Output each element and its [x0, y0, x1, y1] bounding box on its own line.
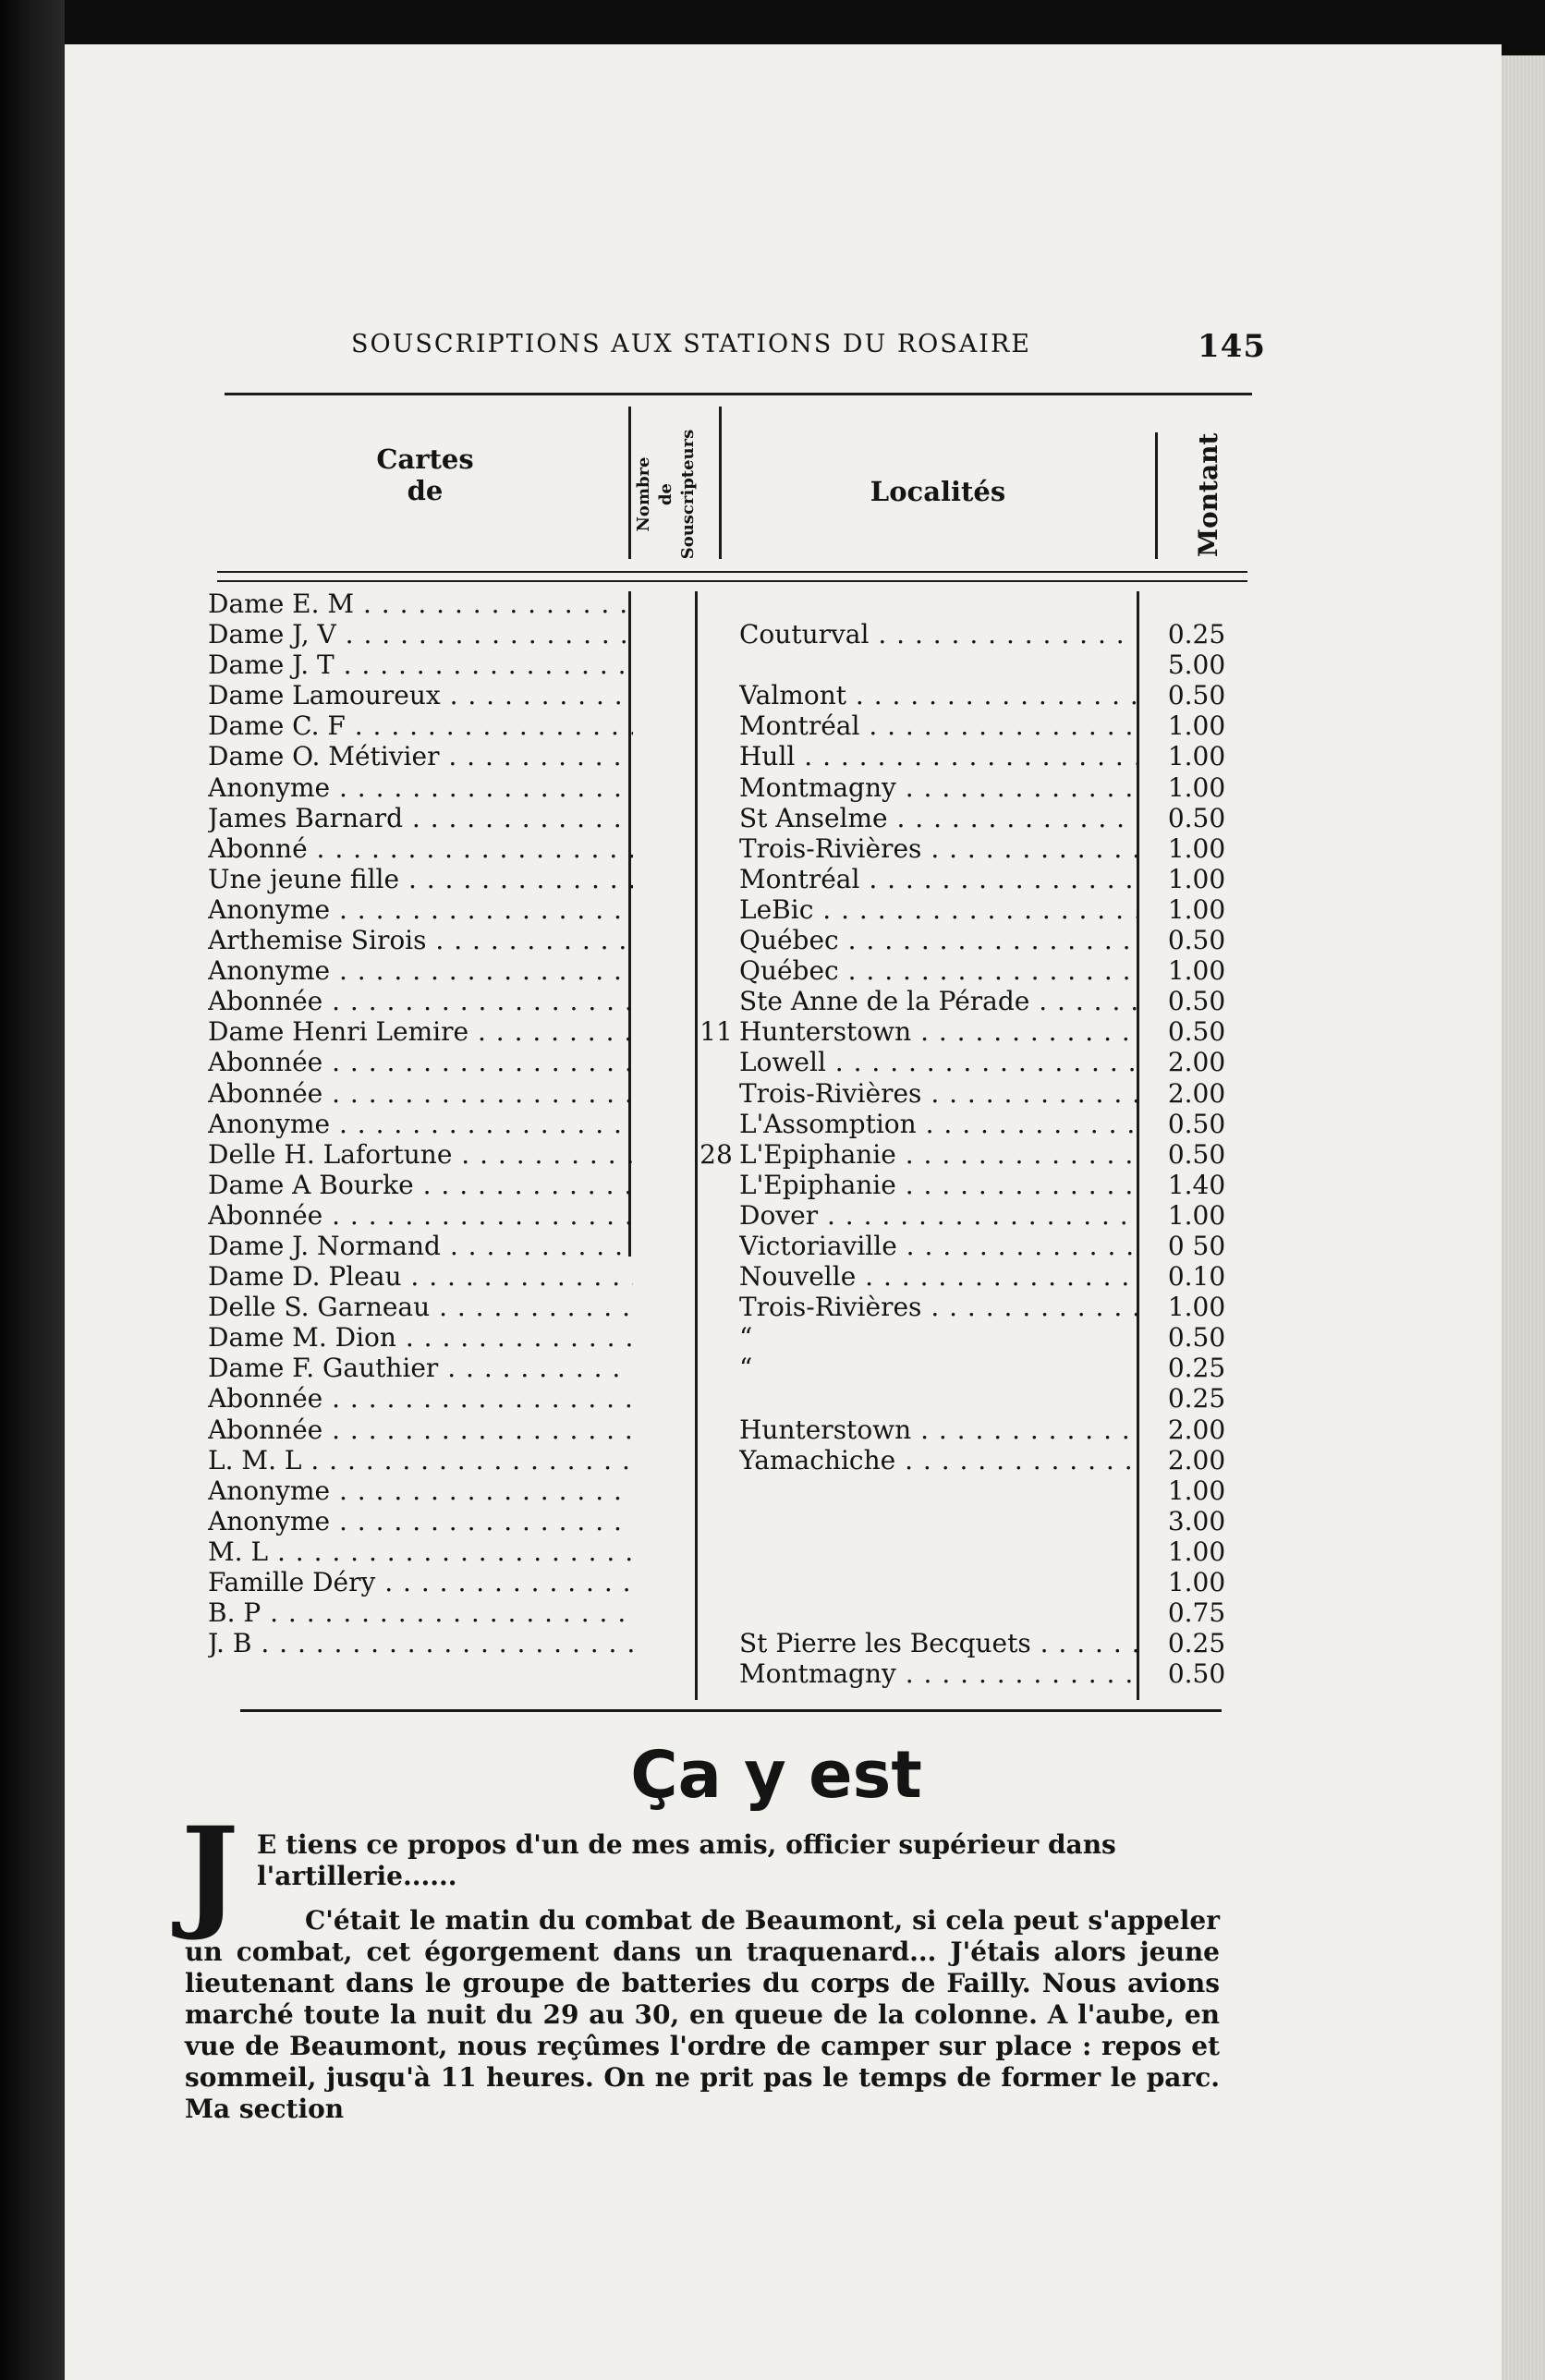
- amount: 1.00: [1167, 893, 1226, 925]
- subscriber-name: Anonyme . . .: [208, 1109, 633, 1139]
- subscriber-name: Anonyme . . .: [208, 1506, 633, 1536]
- table-row: [189, 619, 1243, 650]
- subscriber-name: Dame E. M . . .: [208, 589, 633, 619]
- table-row: [189, 803, 1243, 833]
- subscriber-count: 28: [700, 1138, 733, 1170]
- table-row: [189, 1383, 1243, 1414]
- table-row: [189, 1231, 1243, 1261]
- amount: 0.50: [1167, 802, 1226, 833]
- col-head-cartes-line2: de: [407, 475, 444, 506]
- amount: 1.40: [1167, 1169, 1226, 1200]
- table-row: [189, 1415, 1243, 1445]
- locality: Québec . . .: [739, 925, 1137, 955]
- subscriber-name: Abonnée . . .: [208, 1047, 633, 1077]
- table-row: [189, 1261, 1243, 1292]
- subscriber-name: Abonné . . .: [208, 833, 633, 864]
- amount: 2.00: [1167, 1047, 1226, 1078]
- amount: 0.50: [1167, 680, 1226, 711]
- table-row: [189, 1109, 1243, 1139]
- amount: 1.00: [1167, 863, 1226, 894]
- locality: Lowell . . .: [739, 1047, 1137, 1077]
- amount: 1.00: [1167, 1536, 1226, 1567]
- book-spine: [0, 0, 65, 2380]
- locality: Yamachiche . . .: [739, 1445, 1137, 1475]
- col-head-cartes: [314, 443, 536, 506]
- amount: 3.00: [1167, 1505, 1226, 1536]
- header-bottom-rule-2: [217, 580, 1247, 582]
- col-divider-3: [1155, 432, 1158, 559]
- locality: Couturval . . .: [739, 619, 1137, 650]
- subscriber-name: Dame Lamoureux . . .: [208, 680, 633, 710]
- amount: 0.25: [1167, 619, 1226, 650]
- locality: Nouvelle . . .: [739, 1261, 1137, 1292]
- col-head-nombre: [633, 420, 716, 568]
- subscriber-name: Anonyme . . .: [208, 955, 633, 986]
- running-title: SOUSCRIPTIONS AUX STATIONS DU ROSAIRE: [351, 330, 1031, 358]
- table-row: [189, 1322, 1243, 1353]
- table-row: [189, 1047, 1243, 1077]
- amount: 2.00: [1167, 1077, 1226, 1109]
- subscriber-name: James Barnard . . .: [208, 803, 633, 833]
- amount: 1.00: [1167, 1475, 1226, 1506]
- subscriber-name: Abonnée . . .: [208, 1383, 633, 1414]
- table-bottom-rule: [240, 1709, 1222, 1712]
- locality: L'Epiphanie . . .: [739, 1170, 1137, 1200]
- locality: Hunterstown . . .: [739, 1415, 1137, 1445]
- amount: 0 50: [1167, 1230, 1226, 1261]
- amount: 1.00: [1167, 1292, 1226, 1323]
- table-row: [189, 1445, 1243, 1475]
- table-row: [189, 710, 1243, 741]
- subscriber-name: Abonnée . . .: [208, 1078, 633, 1109]
- col-head-nombre-line3: Souscripteurs: [678, 429, 698, 560]
- amount: 1.00: [1167, 832, 1226, 864]
- locality: St Pierre les Becquets . . .: [739, 1628, 1137, 1658]
- running-head: [351, 330, 1266, 370]
- table-top-rule: [225, 393, 1252, 395]
- table-row: [189, 650, 1243, 680]
- subscriber-name: Anonyme . . .: [208, 894, 633, 925]
- subscriber-name: Arthemise Sirois . . .: [208, 925, 633, 955]
- locality: Dover . . .: [739, 1200, 1137, 1231]
- amount: 1.00: [1167, 710, 1226, 742]
- amount: 1.00: [1167, 741, 1226, 772]
- table-row: [189, 589, 1243, 619]
- subscriber-name: Delle S. Garneau . . .: [208, 1292, 633, 1322]
- amount: 1.00: [1167, 1567, 1226, 1597]
- locality: Hull . . .: [739, 741, 1137, 771]
- subscriber-name: Dame M. Dion . . .: [208, 1322, 633, 1353]
- locality: LeBic . . .: [739, 894, 1137, 925]
- header-bottom-rule: [217, 571, 1247, 573]
- subscriber-name: Dame J. Normand . . .: [208, 1231, 633, 1261]
- subscriber-name: Dame A Bourke . . .: [208, 1170, 633, 1200]
- amount: 0.50: [1167, 1108, 1226, 1139]
- page-number: 145: [1198, 328, 1266, 365]
- subscriber-name: Delle H. Lafortune . . .: [208, 1139, 633, 1170]
- amount: 0.50: [1167, 925, 1226, 956]
- locality: St Anselme . . .: [739, 803, 1137, 833]
- amount: 2.00: [1167, 1444, 1226, 1475]
- col-divider-1: [628, 407, 631, 559]
- table-row: [189, 864, 1243, 894]
- table-row: [189, 986, 1243, 1016]
- article-title: Ça y est: [630, 1737, 922, 1813]
- locality: Trois-Rivières . . .: [739, 1078, 1137, 1109]
- amount: 0.10: [1167, 1261, 1226, 1293]
- table-row: [189, 1567, 1243, 1597]
- table-row: [189, 1506, 1243, 1536]
- table-row: [189, 1658, 1243, 1689]
- locality: L'Epiphanie . . .: [739, 1139, 1137, 1170]
- subscriber-name: Dame C. F . . .: [208, 710, 633, 741]
- locality: “: [739, 1353, 753, 1384]
- locality: Montréal . . .: [739, 710, 1137, 741]
- locality: Valmont . . .: [739, 680, 1137, 710]
- table-row: [189, 1475, 1243, 1506]
- table-row: [189, 1200, 1243, 1231]
- table-row: [189, 1597, 1243, 1628]
- amount: 5.00: [1167, 650, 1226, 681]
- table-row: [189, 1078, 1243, 1109]
- amount: 0.25: [1167, 1353, 1226, 1384]
- subscriber-name: Anonyme . . .: [208, 1475, 633, 1506]
- subscriber-name: B. P . . .: [208, 1597, 633, 1628]
- table-row: [189, 1170, 1243, 1200]
- subscriber-count: 11: [700, 1016, 733, 1048]
- subscriber-name: Famille Déry . . .: [208, 1567, 633, 1597]
- article-paragraph-1: E tiens ce propos d'un de mes amis, officier supérieur dans l'artillerie......: [257, 1829, 1116, 1891]
- table-row: [189, 1016, 1243, 1047]
- table-row: [189, 925, 1243, 955]
- subscriber-name: M. L . . .: [208, 1536, 633, 1567]
- col-head-localites: Localités: [870, 476, 1006, 507]
- subscriber-name: Abonnée . . .: [208, 1200, 633, 1231]
- subscriber-name: Dame F. Gauthier . . .: [208, 1353, 633, 1383]
- locality: Trois-Rivières . . .: [739, 833, 1137, 864]
- locality: Ste Anne de la Pérade . . .: [739, 986, 1137, 1016]
- locality: Montréal . . .: [739, 864, 1137, 894]
- subscriber-name: J. B . . .: [208, 1628, 633, 1658]
- locality: Québec . . .: [739, 955, 1137, 986]
- subscriber-name: Dame J. T . . .: [208, 650, 633, 680]
- col-head-nombre-line1: Nombre: [634, 456, 653, 532]
- drop-cap: J: [181, 1801, 239, 1944]
- amount: 0.50: [1167, 1016, 1226, 1048]
- table-row: [189, 1628, 1243, 1658]
- subscription-table-body: [189, 589, 1243, 1689]
- amount: 0.50: [1167, 1138, 1226, 1170]
- table-row: [189, 680, 1243, 710]
- page-edge: [1502, 55, 1545, 2380]
- amount: 2.00: [1167, 1414, 1226, 1445]
- subscriber-name: Abonnée . . .: [208, 986, 633, 1016]
- table-row: [189, 833, 1243, 864]
- locality: Trois-Rivières . . .: [739, 1292, 1137, 1322]
- locality: Hunterstown . . .: [739, 1016, 1137, 1047]
- locality: Montmagny . . .: [739, 1658, 1137, 1689]
- amount: 1.00: [1167, 1199, 1226, 1231]
- col-head-montant: Montant: [1193, 432, 1223, 557]
- amount: 1.00: [1167, 955, 1226, 987]
- table-row: [189, 772, 1243, 803]
- amount: 0.50: [1167, 1322, 1226, 1354]
- table-row: [189, 741, 1243, 771]
- amount: 0.75: [1167, 1597, 1226, 1629]
- subscriber-name: Une jeune fille . . .: [208, 864, 633, 894]
- col-head-cartes-line1: Cartes: [376, 443, 474, 475]
- subscriber-name: Dame Henri Lemire . . .: [208, 1016, 633, 1047]
- col-head-nombre-line2: de: [656, 482, 675, 506]
- amount: 1.00: [1167, 771, 1226, 803]
- subscriber-name: Abonnée . . .: [208, 1415, 633, 1445]
- subscriber-name: Dame J, V . . .: [208, 619, 633, 650]
- table-row: [189, 1139, 1243, 1170]
- table-row: [189, 1536, 1243, 1567]
- subscriber-name: Dame D. Pleau . . .: [208, 1261, 633, 1292]
- col-divider-2: [719, 407, 722, 559]
- article-body: [185, 1829, 1220, 2125]
- table-row: [189, 1353, 1243, 1383]
- table-row: [189, 894, 1243, 925]
- amount: 0.50: [1167, 986, 1226, 1017]
- subscriber-name: Anonyme . . .: [208, 772, 633, 803]
- locality: “: [739, 1322, 753, 1354]
- subscriber-name: L. M. L . . .: [208, 1445, 633, 1475]
- locality: L'Assomption . . .: [739, 1109, 1137, 1139]
- table-row: [189, 1292, 1243, 1322]
- locality: Montmagny . . .: [739, 772, 1137, 803]
- table-row: [189, 955, 1243, 986]
- amount: 0.25: [1167, 1383, 1226, 1415]
- amount: 0.25: [1167, 1628, 1226, 1659]
- article-paragraph-2: C'était le matin du combat de Beaumont, si cela peut s'appeler un combat, cet égorgement dans un traquenard... J'étais alors jeune lieutenant dans le groupe de batteries du corps de Failly. Nous avions marché toute la nuit du 29 au 30, en queue de la colonne. A l'aube, en vue de Beaumont, nous reçûmes l'ordre de camper sur place : repos et sommeil, jusqu'à 11 heures. On ne prit pas le temps de former le parc. Ma section: [185, 1905, 1220, 2124]
- amount: 0.50: [1167, 1658, 1226, 1690]
- subscriber-name: Dame O. Métivier . . .: [208, 741, 633, 771]
- locality: Victoriaville . . .: [739, 1231, 1137, 1261]
